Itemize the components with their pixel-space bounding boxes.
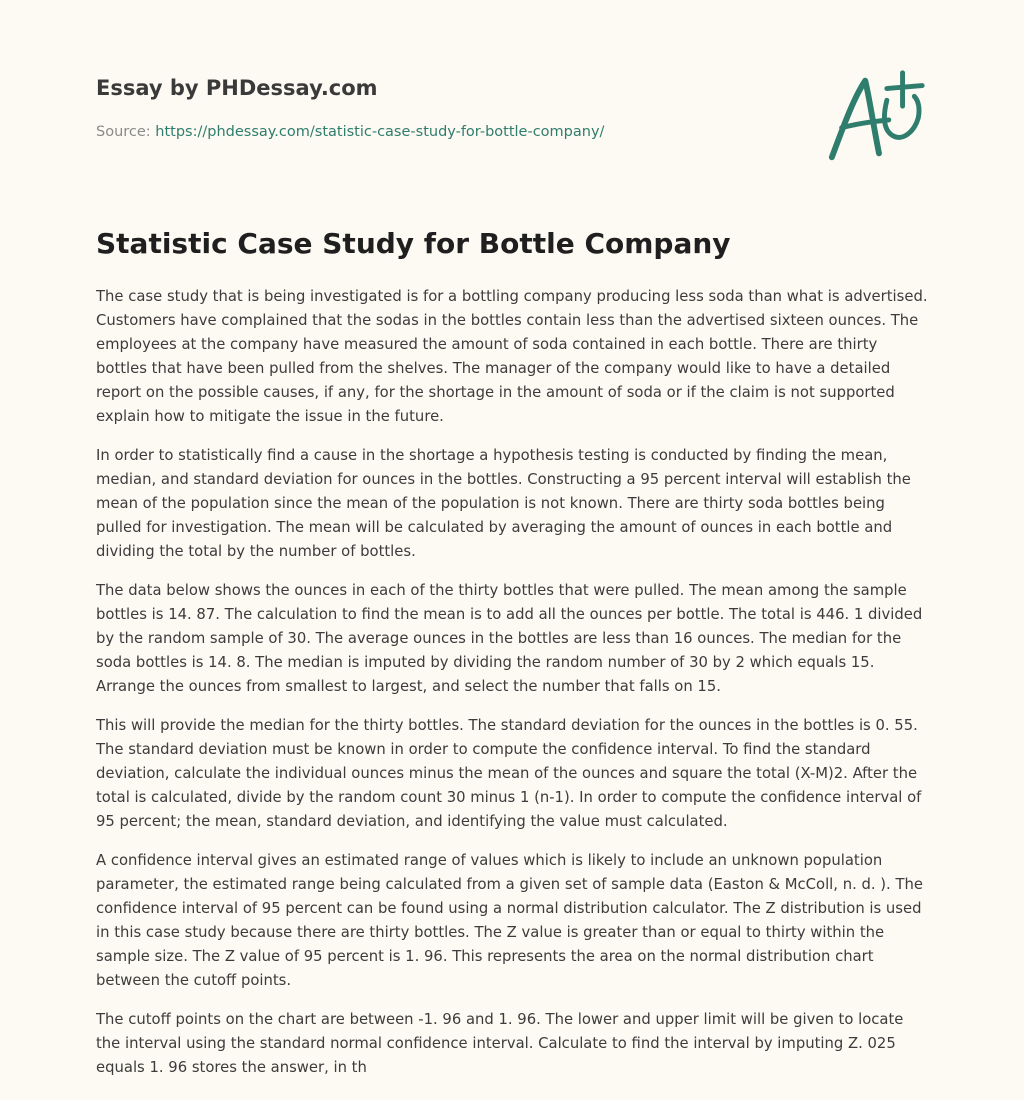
page-header <box>96 0 928 200</box>
essay-content <box>96 226 928 1080</box>
essay-paragraph: The data below shows the ounces in each of the thirty bottles that were pulled. The mean among the sample bottles is 14. 87. The calculation to find the mean is to add all the ounces per bottle. The total is 446. 1 divided by the random sample of 30. The average ounces in the bottles are less than 16 ounces. The median for the soda bottles is 14. 8. The median is imputed by dividing the random number of 30 by 2 which equals 15. Arrange the ounces from smallest to largest, and select the number that falls on 15. <box>96 582 923 695</box>
essay-paragraph: In order to statistically find a cause in the shortage a hypothesis testing is conducted by finding the mean, median, and standard deviation for ounces in the bottles. Constructing a 95 percent interval will establish the mean of the population since the mean of the population is not known. There are thirty soda bottles being pulled for investigation. The mean will be calculated by averaging the amount of ounces in each bottle and dividing the total by the number of bottles. <box>96 447 911 560</box>
source-link[interactable]: https://phdessay.com/statistic-case-study-for-bottle-company/ <box>155 124 605 140</box>
essay-paragraph: The case study that is being investigated is for a bottling company producing less soda than what is advertised. Customers have complained that the sodas in the bottles contain less than the advertised sixteen ounces. The employees at the company have measured the amount of soda contained in each bottle. There are thirty bottles that have been pulled from the shelves. The manager of the company would like to have a detailed report on the possible causes, if any, for the shortage in the amount of soda or if the claim is not supported explain how to mitigate the issue in the future. <box>96 288 928 425</box>
a-plus-logo-icon <box>824 66 932 166</box>
essay-title: Statistic Case Study for Bottle Company <box>96 227 731 260</box>
essay-paragraph: The cutoff points on the chart are between -1. 96 and 1. 96. The lower and upper limit will be given to locate the interval using the standard normal confidence interval. Calculate to find the interval by imputing Z. 025 equals 1. 96 stores the answer, in th <box>96 1011 904 1076</box>
essay-paragraph: This will provide the median for the thirty bottles. The standard deviation for the ounces in the bottles is 0. 55. The standard deviation must be known in order to compute the confidence interval. To find the standard deviation, calculate the individual ounces minus the mean of the ounces and square the total (X-M)2. After the total is calculated, divide by the random count 30 minus 1 (n-1). In order to compute the confidence interval of 95 percent; the mean, standard deviation, and identifying the value must calculated. <box>96 717 922 830</box>
site-brand: Essay by PHDessay.com <box>96 76 378 100</box>
essay-paragraph: A confidence interval gives an estimated range of values which is likely to include an unknown population parameter, the estimated range being calculated from a given set of sample data (Easton & McColl, n. d. ). The confidence interval of 95 percent can be found using a normal distribution calculator. The Z distribution is used in this case study because there are thirty bottles. The Z value is greater than or equal to thirty within the sample size. The Z value of 95 percent is 1. 96. This represents the area on the normal distribution chart between the cutoff points. <box>96 852 923 989</box>
source-label: Source: <box>96 124 156 140</box>
source-line <box>96 124 604 140</box>
